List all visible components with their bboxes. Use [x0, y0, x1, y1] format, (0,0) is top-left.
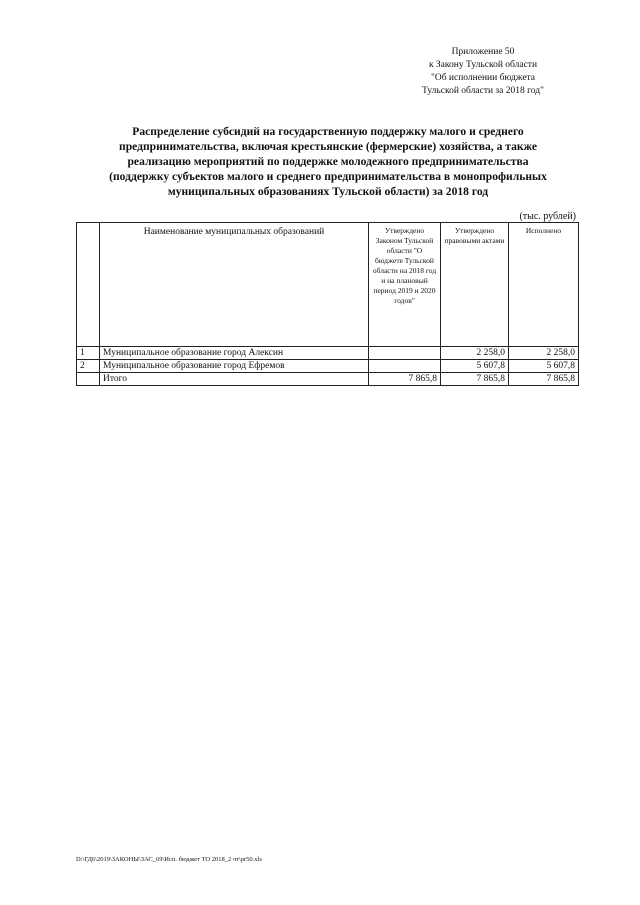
cell-num: 1: [77, 347, 100, 360]
document-title: [86, 124, 570, 199]
cell-approved-acts: 5 607,8: [441, 360, 509, 373]
cell-approved-law: [369, 360, 441, 373]
cell-approved-acts: 2 258,0: [441, 347, 509, 360]
annex-line: "Об исполнении бюджета: [430, 73, 536, 83]
annex-line: Приложение 50: [451, 47, 515, 57]
annex-line: Тульской области за 2018 год": [422, 86, 544, 96]
title-line: муниципальных образованиях Тульской области) за 2018 год: [167, 185, 489, 198]
units-label: (тыс. рублей): [519, 211, 576, 222]
cell-executed: 5 607,8: [509, 360, 579, 373]
file-path-footer: D:\ГД6\2019\ЗАКОНЫ\ЗАС_69\Исп. бюджет ТО 2018_2 чт\pr50.xls: [76, 856, 262, 863]
cell-name: Итого: [100, 373, 369, 386]
title-line: реализацию мероприятий по поддержке молодежного предпринимательства: [127, 155, 529, 168]
header-approved-acts: Утверждено правовыми актами: [441, 223, 509, 347]
title-line: (поддержку субъектов малого и среднего предпринимательства в монопрофильных: [109, 170, 547, 183]
cell-executed: 2 258,0: [509, 347, 579, 360]
header-executed: Исполнено: [509, 223, 579, 347]
cell-num: [77, 373, 100, 386]
annex-heading: [392, 46, 574, 98]
cell-approved-acts: 7 865,8: [441, 373, 509, 386]
cell-name: Муниципальное образование город Ефремов: [100, 360, 369, 373]
annex-line: к Закону Тульской области: [428, 60, 538, 70]
title-line: Распределение субсидий на государственную поддержку малого и среднего: [132, 125, 524, 138]
table-row: [77, 360, 579, 373]
title-line: предпринимательства, включая крестьянские (фермерские) хозяйства, а также: [119, 140, 537, 153]
cell-approved-law: [369, 347, 441, 360]
table-header-row: [77, 223, 579, 347]
cell-num: 2: [77, 360, 100, 373]
header-approved-law: Утверждено Законом Тульской области "О бюджете Тульской области на 2018 год и на плановый период 2019 и 2020 годов": [369, 223, 441, 347]
header-name: Наименование муниципальных образований: [100, 223, 369, 347]
subsidy-table: [76, 222, 579, 386]
table-row: [77, 347, 579, 360]
cell-name: Муниципальное образование город Алексин: [100, 347, 369, 360]
table-total-row: [77, 373, 579, 386]
header-num: [77, 223, 100, 347]
cell-executed: 7 865,8: [509, 373, 579, 386]
cell-approved-law: 7 865,8: [369, 373, 441, 386]
